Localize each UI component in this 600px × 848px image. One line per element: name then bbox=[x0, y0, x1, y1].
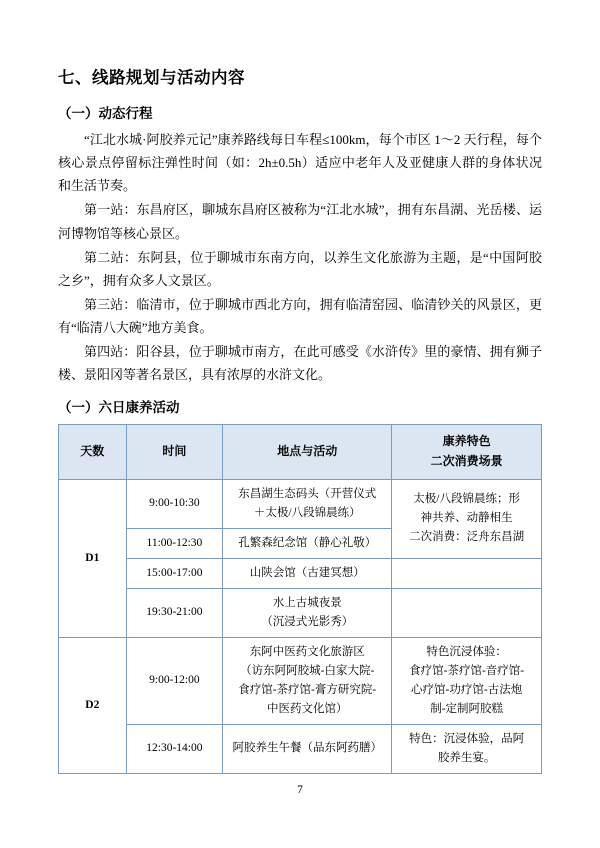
cell-line: ＋太极/八段锦晨练） bbox=[253, 506, 361, 519]
table-row bbox=[59, 558, 542, 588]
cell-day: D2 bbox=[59, 637, 127, 773]
cell-feature bbox=[392, 588, 542, 637]
section-title-six-day-activities: （一）六日康养活动 bbox=[58, 400, 180, 416]
cell-line: 中医药文化馆） bbox=[266, 702, 348, 715]
cell-line: （访东阿阿胶城-白家大院- bbox=[240, 664, 375, 677]
cell-line: 神共养、动静相生 bbox=[420, 512, 513, 525]
paragraph-stop-1: 第一站：东昌府区，聊城东昌府区被称为“江北水城”，拥有东昌湖、光岳楼、运河博物馆等核心景区。 bbox=[58, 202, 542, 241]
table-row bbox=[59, 479, 542, 528]
cell-time: 11:00-12:30 bbox=[126, 528, 223, 558]
cell-line: 孔繁森纪念馆（静心礼敬） bbox=[238, 536, 377, 549]
cell-time: 9:00-10:30 bbox=[126, 479, 223, 528]
table-header bbox=[59, 425, 542, 480]
cell-line: 二次消费：泛舟东昌湖 bbox=[409, 531, 525, 544]
column-header-place: 地点与活动 bbox=[223, 425, 392, 480]
table-body bbox=[59, 479, 542, 773]
cell-line: 东阿中医药文化旅游区 bbox=[249, 645, 365, 658]
column-header-time: 时间 bbox=[126, 425, 223, 480]
page-number: 7 bbox=[297, 784, 303, 796]
cell-time: 9:00-12:00 bbox=[126, 637, 223, 724]
cell-line: 特色：沉浸体验，品阿 bbox=[409, 732, 525, 745]
cell-place-activity bbox=[223, 588, 392, 637]
cell-place-activity bbox=[223, 479, 392, 528]
cell-place-activity bbox=[223, 528, 392, 558]
column-header-feature-line2: 二次消费场景 bbox=[430, 454, 503, 469]
column-header-feature-line1: 康养特色 bbox=[442, 434, 491, 449]
cell-place-activity bbox=[223, 637, 392, 724]
cell-line: 胶养生宴。 bbox=[437, 751, 496, 764]
cell-place-activity bbox=[223, 724, 392, 773]
table-header-row bbox=[59, 425, 542, 480]
cell-place-activity bbox=[223, 558, 392, 588]
cell-feature bbox=[392, 479, 542, 558]
cell-line: 食疗馆-茶疗馆-音疗馆- bbox=[409, 664, 525, 677]
table-row bbox=[59, 637, 542, 724]
table-row bbox=[59, 588, 542, 637]
cell-line: （沉浸式光影秀） bbox=[261, 615, 354, 628]
cell-line: 东昌湖生态码头（开营仪式 bbox=[238, 487, 377, 500]
cell-line: 制-定制阿胶糕 bbox=[430, 702, 504, 715]
column-header-day: 天数 bbox=[59, 425, 127, 480]
cell-feature bbox=[392, 637, 542, 724]
cell-line: 太极/八段锦晨练；形 bbox=[413, 493, 520, 506]
cell-time: 12:30-14:00 bbox=[126, 724, 223, 773]
cell-time: 15:00-17:00 bbox=[126, 558, 223, 588]
cell-day: D1 bbox=[59, 479, 127, 637]
cell-time: 19:30-21:00 bbox=[126, 588, 223, 637]
schedule-table bbox=[58, 424, 542, 773]
cell-line: 心疗馆-功疗馆-古法炮 bbox=[411, 683, 523, 696]
cell-feature bbox=[392, 724, 542, 773]
schedule-table-wrapper bbox=[58, 424, 542, 773]
cell-line: 特色沉浸体验： bbox=[426, 645, 507, 658]
cell-line: 阿胶养生午餐（品东阿药膳） bbox=[232, 742, 382, 755]
section-title-dynamic-itinerary: （一）动态行程 bbox=[58, 106, 153, 121]
column-header-feature bbox=[392, 425, 542, 480]
paragraph-stop-4: 第四站：阳谷县，位于聊城市南方，在此可感受《水浒传》里的豪情、拥有狮子楼、景阳冈等著名景区，具有浓厚的水浒文化。 bbox=[58, 344, 542, 383]
page-title: 七、线路规划与活动内容 bbox=[58, 68, 245, 87]
paragraph-stop-2: 第二站：东阿县，位于聊城市东南方向，以养生文化旅游为主题，是“中国阿胶之乡”，拥有众多人文景区。 bbox=[58, 249, 542, 288]
table-row bbox=[59, 724, 542, 773]
cell-line: 食疗馆-茶疗馆-膏方研究院- bbox=[238, 683, 377, 696]
paragraph-intro: “江北水城·阿胶养元记”康养路线每日车程≤100km，每个市区 1～2 天行程，每个核心景点停留标注弹性时间（如：2h±0.5h）适应中老年人及亚健康人群的身体状况和生活节奏。 bbox=[58, 132, 542, 194]
paragraph-stop-3: 第三站：临清市，位于聊城市西北方向，拥有临清窑园、临清钞关的风景区，更有“临清八大碗”地方美食。 bbox=[58, 296, 542, 335]
cell-feature bbox=[392, 558, 542, 588]
cell-line: 山陕会馆（古建冥想） bbox=[249, 566, 365, 579]
cell-line: 水上古城夜景 bbox=[272, 596, 342, 609]
